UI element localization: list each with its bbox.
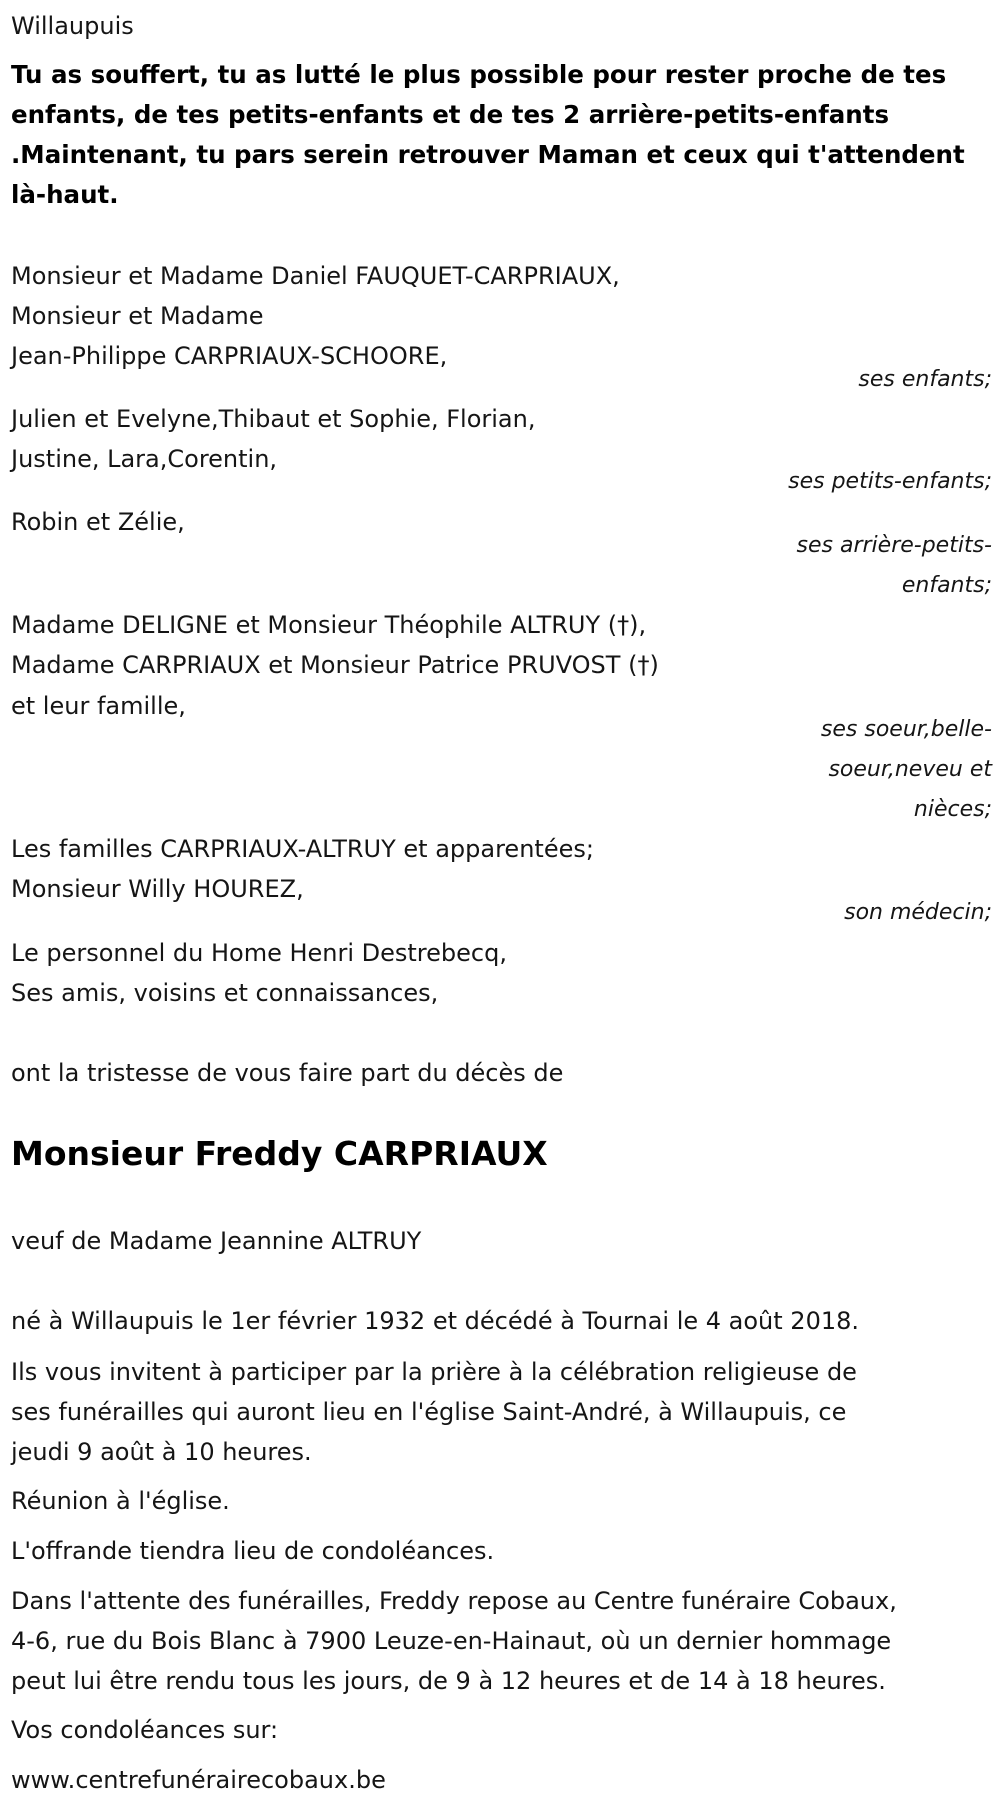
relation-label: ses petits-enfants; xyxy=(788,469,992,494)
family-name: et leur famille, xyxy=(11,692,186,720)
epitaph-line: Tu as souffert, tu as lutté le plus possible pour rester proche de tes xyxy=(11,60,947,89)
family-name: Julien et Evelyne,Thibaut et Sophie, Florian, xyxy=(11,405,536,433)
family-name: Madame CARPRIAUX et Monsieur Patrice PRUVOST (†) xyxy=(11,651,659,679)
family-name: Les familles CARPRIAUX-ALTRUY et apparentées; xyxy=(11,835,594,863)
family-name: Ses amis, voisins et connaissances, xyxy=(11,979,439,1007)
condolences-label: Vos condoléances sur: xyxy=(11,1716,279,1744)
announcement: ont la tristesse de vous faire part du décès de xyxy=(11,1059,564,1087)
repose-line: Dans l'attente des funérailles, Freddy repose au Centre funéraire Cobaux, xyxy=(11,1587,897,1615)
relation-label: son médecin; xyxy=(844,900,992,925)
family-name: Le personnel du Home Henri Destrebecq, xyxy=(11,939,507,967)
relation-label: soeur,neveu et xyxy=(828,757,992,782)
relation-label: enfants; xyxy=(901,573,992,598)
family-name: Robin et Zélie, xyxy=(11,508,185,536)
location: Willaupuis xyxy=(11,12,134,40)
ceremony-line: jeudi 9 août à 10 heures. xyxy=(11,1438,312,1466)
family-name: Jean-Philippe CARPRIAUX-SCHOORE, xyxy=(11,342,448,370)
relation-label: ses soeur,belle- xyxy=(820,717,992,742)
ceremony-line: ses funérailles qui auront lieu en l'église Saint-André, à Willaupuis, ce xyxy=(11,1398,847,1426)
widower-of: veuf de Madame Jeannine ALTRUY xyxy=(11,1227,422,1255)
family-name: Monsieur Willy HOUREZ, xyxy=(11,875,304,903)
relation-label: nièces; xyxy=(913,797,992,822)
family-name: Madame DELIGNE et Monsieur Théophile ALTRUY (†), xyxy=(11,611,647,639)
family-name: Monsieur et Madame Daniel FAUQUET-CARPRIAUX, xyxy=(11,262,620,290)
offering: L'offrande tiendra lieu de condoléances. xyxy=(11,1537,495,1565)
birth-death: né à Willaupuis le 1er février 1932 et décédé à Tournai le 4 août 2018. xyxy=(11,1307,860,1335)
epitaph-line: là-haut. xyxy=(11,180,119,209)
family-name: Monsieur et Madame xyxy=(11,302,264,330)
repose-line: peut lui être rendu tous les jours, de 9 à 12 heures et de 14 à 18 heures. xyxy=(11,1667,886,1695)
condolences-link[interactable]: www.centrefunérairecobaux.be xyxy=(11,1766,386,1794)
meeting: Réunion à l'église. xyxy=(11,1487,230,1515)
deceased-name: Monsieur Freddy CARPRIAUX xyxy=(11,1134,548,1173)
relation-label: ses enfants; xyxy=(858,367,992,392)
family-name: Justine, Lara,Corentin, xyxy=(11,445,278,473)
epitaph-line: .Maintenant, tu pars serein retrouver Maman et ceux qui t'attendent xyxy=(11,140,965,169)
epitaph-line: enfants, de tes petits-enfants et de tes 2 arrière-petits-enfants xyxy=(11,100,890,129)
relation-label: ses arrière-petits- xyxy=(796,533,992,558)
ceremony-line: Ils vous invitent à participer par la prière à la célébration religieuse de xyxy=(11,1358,857,1386)
repose-line: 4-6, rue du Bois Blanc à 7900 Leuze-en-Hainaut, où un dernier hommage xyxy=(11,1627,892,1655)
